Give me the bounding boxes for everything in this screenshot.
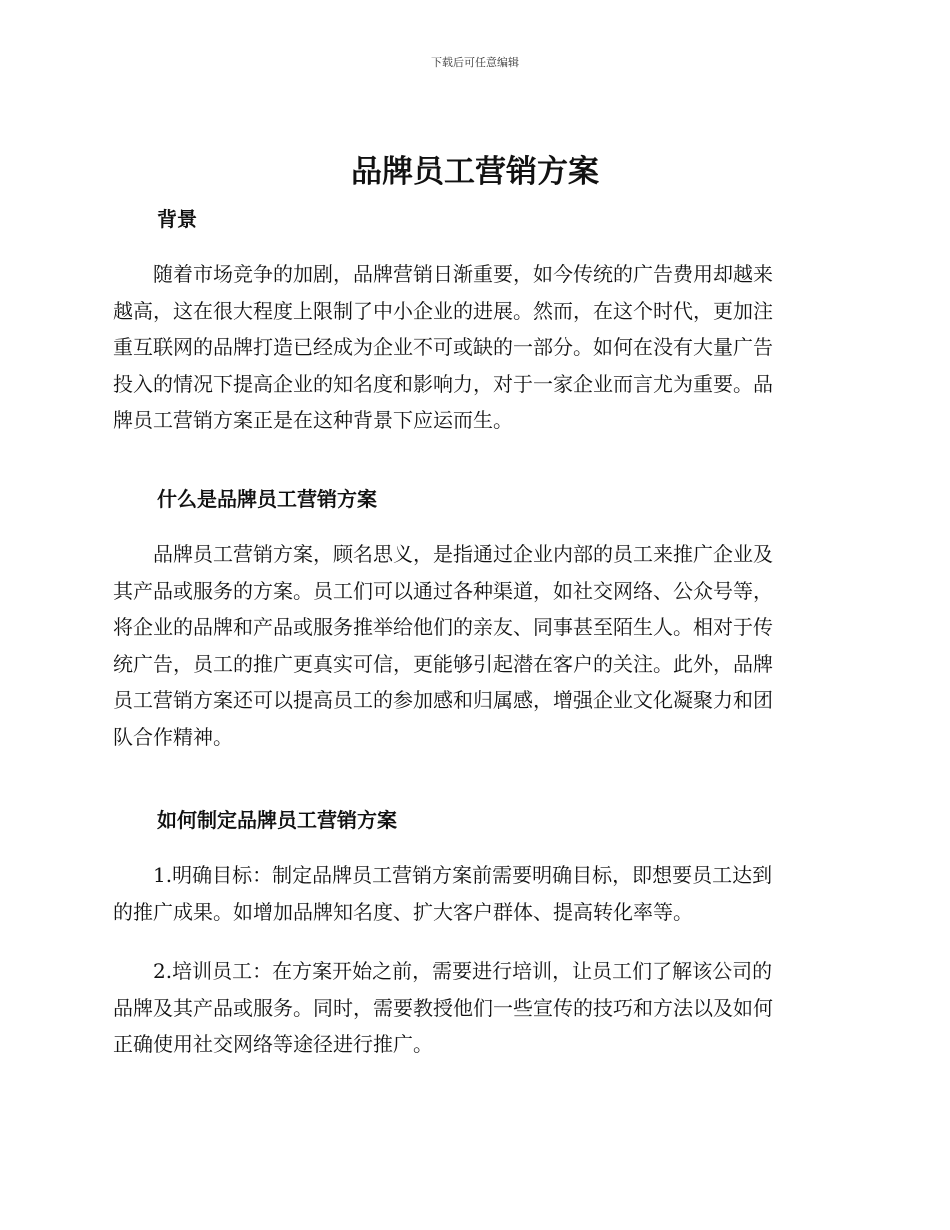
text-line: 1.明确目标：制定品牌员工营销方案前需要明确目标，即想要员工达到: [113, 863, 773, 887]
text-line: 统广告，员工的推广更真实可信，更能够引起潜在客户的关注。此外，品牌: [113, 651, 773, 676]
text-line: 品牌员工营销方案，顾名思义，是指通过企业内部的员工来推广企业及: [113, 542, 773, 566]
document-title: 品牌员工营销方案: [351, 154, 599, 190]
text-line: 随着市场竞争的加剧，品牌营销日渐重要，如今传统的广告费用却越来: [113, 262, 773, 286]
text-line: 2.培训员工：在方案开始之前，需要进行培训，让员工们了解该公司的: [113, 959, 773, 983]
text-line: 牌员工营销方案正是在这种背景下应运而生。: [113, 408, 513, 432]
section-heading-how-to: 如何制定品牌员工营销方案: [157, 808, 397, 832]
text-line: 将企业的品牌和产品或服务推举给他们的亲友、同事甚至陌生人。相对于传: [113, 615, 773, 639]
text-line: 重互联网的品牌打造已经成为企业不可或缺的一部分。如何在没有大量广告: [113, 335, 773, 359]
text-line: 越高，这在很大程度上限制了中小企业的进展。然而，在这个时代，更加注: [113, 298, 773, 323]
text-line: 正确使用社交网络等途径进行推广。: [113, 1032, 433, 1056]
section-heading-background: 背景: [157, 207, 197, 231]
paragraph-step-1: [113, 857, 833, 930]
text-line: 投入的情况下提高企业的知名度和影响力，对于一家企业而言尤为重要。品: [113, 371, 773, 396]
header-note: 下载后可任意编辑: [431, 56, 519, 69]
text-line: 品牌及其产品或服务。同时，需要教授他们一些宣传的技巧和方法以及如何: [113, 995, 773, 1020]
text-line: 员工营销方案还可以提高员工的参加感和归属感，增强企业文化凝聚力和团: [113, 688, 773, 712]
paragraph-background: [113, 256, 833, 439]
text-line: 的推广成果。如增加品牌知名度、扩大客户群体、提高转化率等。: [113, 899, 693, 924]
section-heading-what-is: 什么是品牌员工营销方案: [157, 487, 377, 511]
text-line: 队合作精神。: [113, 724, 233, 749]
paragraph-step-2: [113, 953, 833, 1063]
paragraph-what-is: [113, 536, 833, 755]
text-line: 其产品或服务的方案。员工们可以通过各种渠道，如社交网络、公众号等，: [113, 578, 773, 603]
